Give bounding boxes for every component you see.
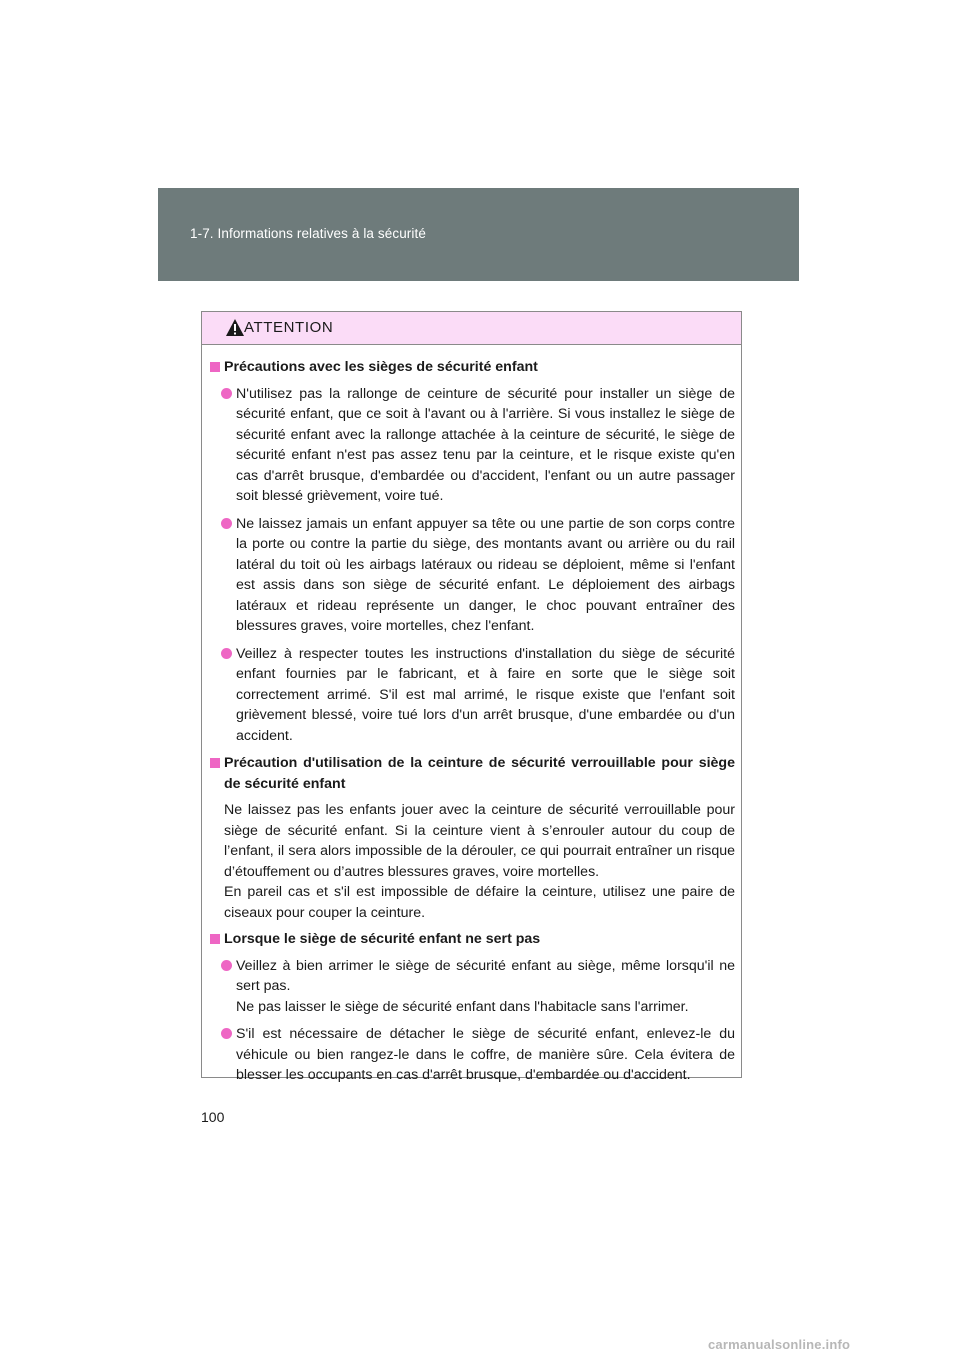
round-bullet-icon xyxy=(221,960,232,971)
attention-label: ATTENTION xyxy=(244,319,334,336)
square-bullet-icon xyxy=(210,362,220,372)
square-bullet-icon xyxy=(210,934,220,944)
bullet-item: Ne laissez jamais un enfant appuyer sa tête ou une partie de son corps contre la porte ou contre la partie du siège, des montants avant ou arrière ou du rail latéral du toit où les airbags latéraux ou rideau se déploient, même si l'enfant est assis dans son siège de sécurité enfant. Le déploiement des airbags latéraux et rideau représente un danger, le choc pouvant entraîner des blessures graves, voire mortelles, chez l'enfant. xyxy=(202,514,741,637)
section-title: 1-7. Informations relatives à la sécurité xyxy=(190,226,426,241)
attention-header xyxy=(202,312,741,345)
watermark: carmanualsonline.info xyxy=(708,1337,851,1352)
section-heading: Précautions avec les sièges de sécurité enfant xyxy=(202,357,741,378)
bullet-item: Veillez à respecter toutes les instructions d'installation du siège de sécurité enfant fournies par le fabricant, et à faire en sorte que le siège soit correctement arrimé. S'il est mal arrimé, le risque existe que l'enfant soit grièvement blessé, voire tué lors d'un arrêt brusque, d'une embardée ou d'un accident. xyxy=(202,644,741,747)
bullet-item: N'utilisez pas la rallonge de ceinture de sécurité pour installer un siège de sécurité enfant, que ce soit à l'avant ou à l'arrière. Si vous installez le siège de sécurité enfant avec la rallonge attachée à la ceinture de sécurité, le siège de sécurité enfant n'est pas assez tenu par la ceinture, et le risque existe qu'en cas d'arrêt brusque, d'embardée ou d'accident, l'enfant ou un autre passager soit blessé grièvement, voire tué. xyxy=(202,384,741,507)
round-bullet-icon xyxy=(221,1028,232,1039)
section-heading: Précaution d'utilisation de la ceinture de sécurité verrouillable pour siège de sécurité enfant xyxy=(202,753,741,794)
square-bullet-icon xyxy=(210,758,220,768)
section-header-band xyxy=(158,188,799,281)
bullet-item: Veillez à bien arrimer le siège de sécurité enfant au siège, même lorsqu'il ne sert pas. Ne pas laisser le siège de sécurité enfant dans l'habitacle sans l'arrimer. xyxy=(202,956,741,1018)
paragraph: Ne laissez pas les enfants jouer avec la ceinture de sécurité verrouillable pour siège de sécurité enfant. Si la ceinture vient à s’enrouler autour du coup de l’enfant, il sera alors impossible de la dérouler, ce qui pourrait entraîner un risque d’étouffement ou d’autres blessures graves, voire mortelles. En pareil cas et s'il est impossible de défaire la ceinture, utilisez une paire de ciseaux pour couper la ceinture. xyxy=(224,802,735,921)
section-heading: Lorsque le siège de sécurité enfant ne sert pas xyxy=(202,929,741,950)
round-bullet-icon xyxy=(221,388,232,399)
attention-content xyxy=(202,352,741,1093)
round-bullet-icon xyxy=(221,648,232,659)
round-bullet-icon xyxy=(221,518,232,529)
bullet-item: S'il est nécessaire de détacher le siège de sécurité enfant, enlevez-le du véhicule ou bien rangez-le dans le coffre, de manière sûre. Cela évitera de blesser les occupants en cas d'arrêt brusque, d'embardée ou d'accident. xyxy=(202,1024,741,1086)
attention-box xyxy=(201,311,742,1083)
page-number: 100 xyxy=(201,1109,225,1125)
warning-triangle-icon xyxy=(225,318,245,337)
